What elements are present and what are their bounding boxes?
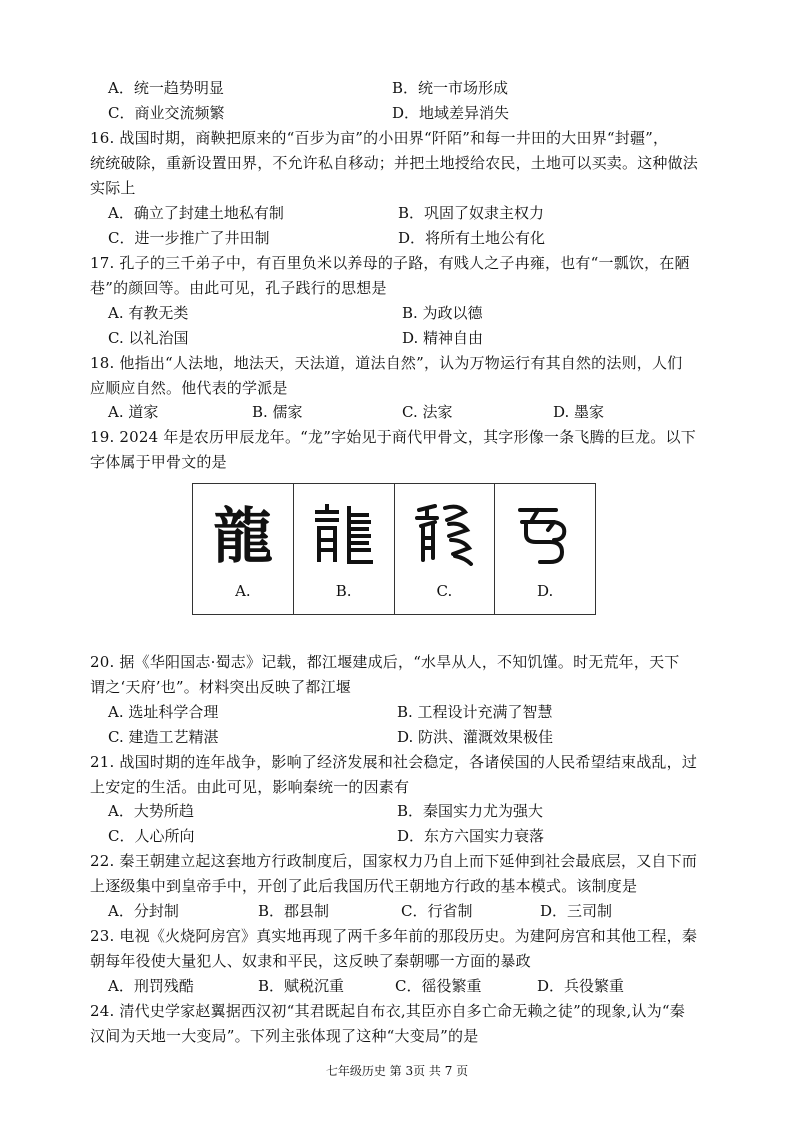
glyph-label-b: B. (335, 582, 352, 600)
q22-option-d: D．三司制 (540, 902, 613, 920)
dragon-glyph-d (510, 502, 580, 566)
q15-option-c: C．商业交流频繁 (108, 104, 225, 122)
dragon-glyph-table (192, 483, 596, 615)
q18-option-b: B. 儒家 (252, 403, 303, 421)
q22-stem-line-1: 22. 秦王朝建立起这套地方行政制度后，国家权力乃自上而下延伸到社会最底层，又自下而 (90, 852, 698, 870)
q15-option-a: A．统一趋势明显 (108, 79, 224, 97)
dragon-glyph-a (208, 502, 278, 566)
q18-stem-line-1: 18. 他指出“人法地，地法天，天法道，道法自然”，认为万物运行有其自然的法则，人们 (90, 354, 683, 372)
glyph-cell-a (193, 484, 294, 614)
glyph-label-a: A. (235, 582, 251, 600)
q21-option-d: D．东方六国实力衰落 (397, 827, 545, 845)
q21-stem-line-2: 上安定的生活。由此可见，影响秦统一的因素有 (90, 778, 410, 796)
q23-option-d: D．兵役繁重 (537, 977, 625, 995)
q16-stem-line-2: 统统破除，重新设置田界，不允许私自移动；并把土地授给农民，土地可以买卖。这种做法 (90, 154, 699, 172)
q21-option-a: A．大势所趋 (108, 802, 194, 820)
q23-stem-line-1: 23. 电视《火烧阿房宫》真实地再现了两千多年前的那段历史。为建阿房宫和其他工程，秦 (90, 927, 698, 945)
q15-option-b: B．统一市场形成 (392, 79, 509, 97)
q16-option-c: C．进一步推广了井田制 (108, 229, 270, 247)
q17-stem-line-1: 17. 孔子的三千弟子中，有百里负米以养母的子路，有贱人之子冉雍，也有“一瓢饮，在陋 (90, 254, 690, 272)
q22-option-a: A．分封制 (108, 902, 179, 920)
q24-stem-line-2: 汉间为天地一大变局”。下列主张体现了这种“大变局”的是 (90, 1027, 479, 1045)
q16-option-b: B．巩固了奴隶主权力 (398, 204, 545, 222)
q18-option-a: A. 道家 (108, 403, 159, 421)
q20-option-d: D. 防洪、灌溉效果极佳 (397, 728, 554, 746)
q16-option-d: D．将所有土地公有化 (398, 229, 546, 247)
q22-stem-line-2: 上逐级集中到皇帝手中，开创了此后我国历代王朝地方行政的基本模式。该制度是 (90, 877, 638, 895)
dragon-glyph-c (409, 502, 479, 566)
q17-option-d: D. 精神自由 (402, 329, 484, 347)
q16-stem-line-1: 16. 战国时期，商鞅把原来的“百步为亩”的小田界“阡陌”和每一井田的大田界“封疆”， (90, 129, 669, 147)
glyph-cell-b (294, 484, 395, 614)
q18-stem-line-2: 应顺应自然。他代表的学派是 (90, 379, 288, 397)
q18-option-c: C. 法家 (402, 403, 453, 421)
dragon-glyph-b (309, 502, 379, 566)
q20-option-a: A. 选址科学合理 (108, 703, 219, 721)
q16-option-a: A．确立了封建土地私有制 (108, 204, 284, 222)
q23-stem-line-2: 朝每年役使大量犯人、奴隶和平民，这反映了秦朝哪一方面的暴政 (90, 952, 531, 970)
glyph-cell-c (395, 484, 496, 614)
q17-option-a: A. 有教无类 (108, 304, 189, 322)
q16-stem-line-3: 实际上 (90, 179, 136, 197)
q20-option-c: C. 建造工艺精湛 (108, 728, 219, 746)
q19-stem-line-2: 字体属于甲骨文的是 (90, 453, 227, 471)
q21-option-b: B．秦国实力尤为强大 (397, 802, 544, 820)
q20-option-b: B. 工程设计充满了智慧 (397, 703, 553, 721)
q22-option-c: C．行省制 (401, 902, 473, 920)
q21-stem-line-1: 21. 战国时期的连年战争，影响了经济发展和社会稳定，各诸侯国的人民希望结束战乱，过 (90, 753, 698, 771)
q20-stem-line-1: 20. 据《华阳国志·蜀志》记载，都江堰建成后，“水旱从人，不知饥馑。时无荒年，天下 (90, 653, 680, 671)
q18-option-d: D. 墨家 (553, 403, 605, 421)
q17-option-b: B. 为政以德 (402, 304, 483, 322)
svg-text:龍: 龍 (212, 502, 273, 566)
q17-option-c: C. 以礼治国 (108, 329, 189, 347)
glyph-cell-d (495, 484, 595, 614)
q23-option-c: C．徭役繁重 (395, 977, 482, 995)
page-footer: 七年级历史 第 3页 共 7 页 (325, 1064, 469, 1078)
q19-stem-line-1: 19. 2024 年是农历甲辰龙年。“龙”字始见于商代甲骨文，其字形像一条飞腾的巨龙。以下 (90, 428, 696, 446)
glyph-label-c: C. (436, 582, 453, 600)
q22-option-b: B．郡县制 (258, 902, 330, 920)
q23-option-b: B．赋税沉重 (258, 977, 345, 995)
q17-stem-line-2: 巷”的颜回等。由此可见，孔子践行的思想是 (90, 279, 387, 297)
q23-option-a: A．刑罚残酷 (108, 977, 194, 995)
q21-option-c: C．人心所向 (108, 827, 195, 845)
q15-option-d: D．地域差异消失 (392, 104, 510, 122)
glyph-label-d: D. (536, 582, 554, 600)
q24-stem-line-1: 24. 清代史学家赵翼据西汉初“其君既起自布衣,其臣亦自多亡命无赖之徒”的现象,认为“秦 (90, 1002, 685, 1020)
q20-stem-line-2: 谓之‘天府’也”。材料突出反映了都江堰 (90, 678, 352, 696)
